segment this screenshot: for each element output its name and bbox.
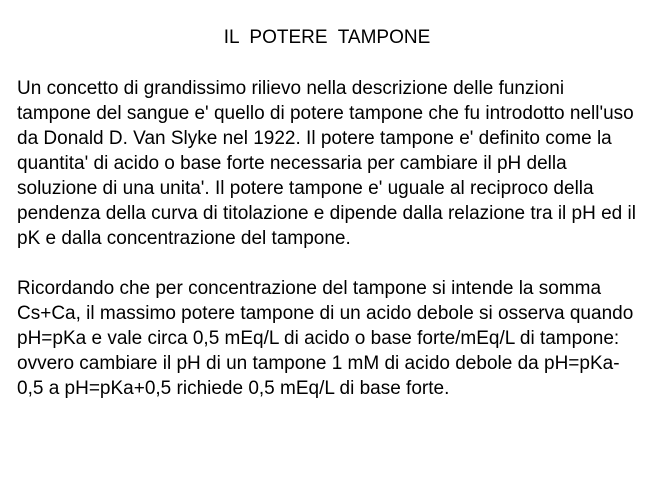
paragraph-1: Un concetto di grandissimo rilievo nella descrizione delle funzioni tampone del sangue e' quello di potere tampone che fu introdotto nell'uso da Donald D. Van Slyke nel 1922. Il potere tampone e' definito come la quantita' di acido o base forte necessaria per cambiare il pH della soluzione di una unita'. Il potere tampone e' uguale al reciproco della pendenza della curva di titolazione e dipende dalla relazione tra il pH ed il pK e dalla concentrazione del tampone. [17, 78, 636, 249]
paragraph-2: Ricordando che per concentrazione del tampone si intende la somma Cs+Ca, il massimo potere tampone di un acido debole si osserva quando pH=pKa e vale circa 0,5 mEq/L di acido o base forte/mEq/L di tampone: ovvero cambiare il pH di un tampone 1 mM di acido debole da pH=pKa-0,5 a pH=pKa+0,5 richiede 0,5 mEq/L di base forte. [17, 278, 634, 399]
slide-title: IL POTERE TAMPONE [223, 27, 431, 48]
slide-body [17, 76, 641, 401]
